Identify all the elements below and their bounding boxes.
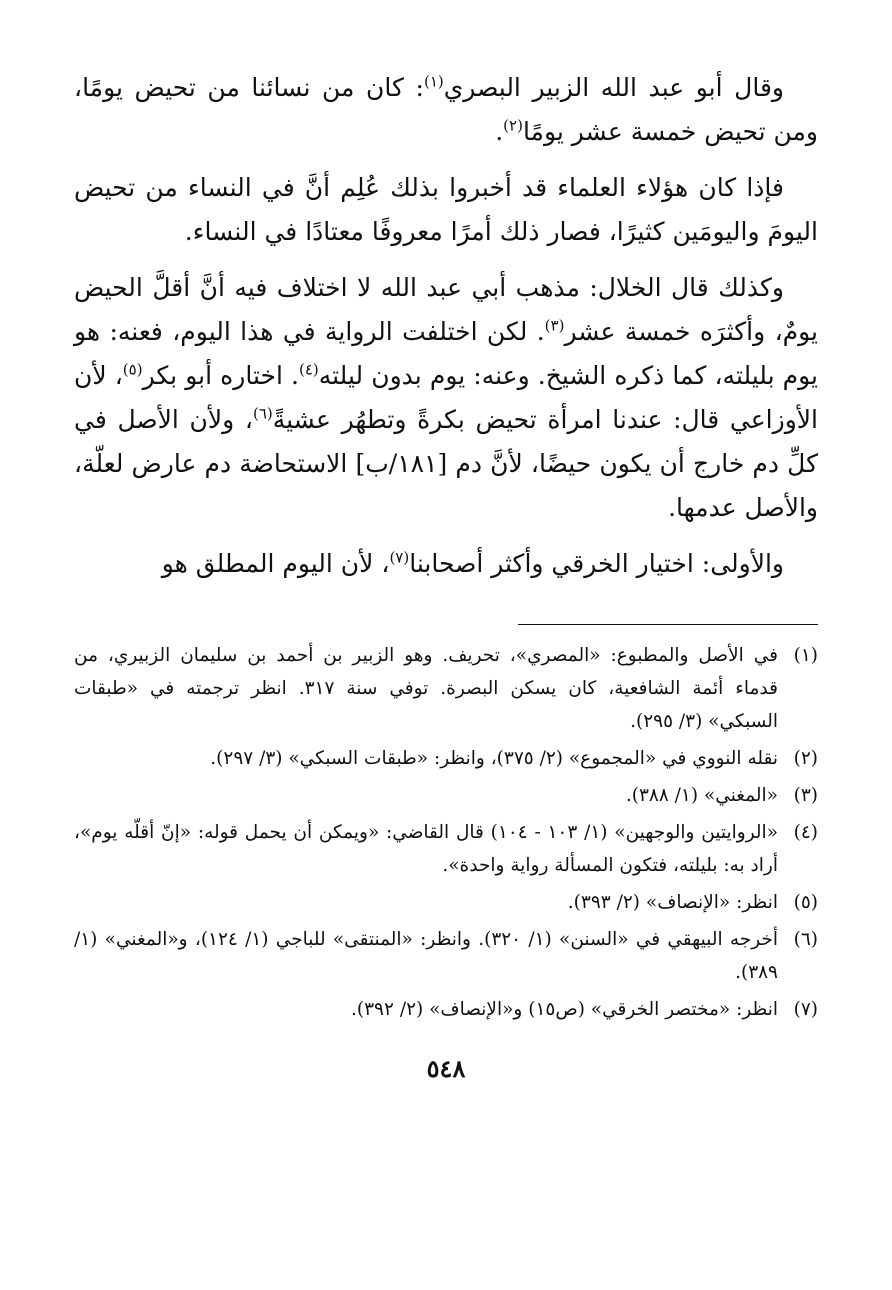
page-number: ٥٤٨ [426,1054,466,1083]
book-page [74,66,818,1083]
main-text [74,66,818,586]
footnote-number: (٦) [793,929,818,950]
footnote-text: انظر: «الإنصاف» (٢/ ٣٩٣). [567,892,778,913]
text-run: ، لأن اليوم المطلق هو [161,549,390,578]
footnote [74,639,818,738]
footnote-text: في الأصل والمطبوع: «المصري»، تحريف. وهو الزبير بن أحمد بن سليمان الزبيري، من قدماء أئمة الشافعية، كان يسكن البصرة. توفي سنة ٣١٧. انظر ترجمته في «طبقات السبكي» (٣/ ٢٩٥). [74,645,778,732]
footnote-text: «المغني» (١/ ٣٨٨). [625,785,778,806]
footnote-marker: (١) [423,72,444,91]
footnote-number: (٣) [793,785,818,806]
footnote-text: نقله النووي في «المجموع» (٢/ ٣٧٥)، وانظر: «طبقات السبكي» (٣/ ٢٩٧). [210,748,778,769]
text-run: ، لأن الأوزاعي قال: عندنا امرأة تحيض بكرةً وتطهُر عشيةً [74,361,818,434]
footnote-text: «الروايتين والوجهين» (١/ ١٠٣ - ١٠٤) قال القاضي: «ويمكن أن يحمل قوله: «إنّ أقلّه يوم»، أراد به: بليلته، فتكون المسألة رواية واحدة». [74,822,779,876]
footnotes [74,639,818,1026]
text-run: . اختاره أبو بكر [142,361,299,390]
text-run: وقال أبو عبد الله الزبير البصري [443,73,784,102]
footnote-number: (٤) [793,822,818,843]
footnote [74,779,818,812]
text-run: : كان من نسائنا من تحيض يومًا، ومن تحيض خمسة عشر يومًا [74,73,818,146]
footnote-separator [518,624,818,625]
footnote-marker: (٤) [298,360,319,379]
footnote [74,993,818,1026]
paragraph [74,542,818,586]
text-run: . لكن اختلفت الرواية في هذا اليوم، فعنه: هو يوم بليلته، كما ذكره الشيخ. وعنه: يوم بدون ليلته [74,317,818,390]
footnote-text: أخرجه البيهقي في «السنن» (١/ ٣٢٠). وانظر: «المنتقى» للباجي (١/ ١٢٤)، و«المغني» (١/ ٣٨٩). [74,929,778,983]
footnote [74,923,818,989]
text-run: فإذا كان هؤلاء العلماء قد أخبروا بذلك عُلِم أنَّ في النساء من تحيض اليومَ واليومَين كثيرًا، فصار ذلك أمرًا معروفًا معتادًا في النساء. [74,173,818,246]
footnote-number: (١) [793,645,818,666]
text-run: ، ولأن الأصل في كلِّ دم خارج أن يكون حيضًا، لأنَّ دم [١٨١/ب] الاستحاضة دم عارض لعلّة، والأصل عدمها. [74,405,818,522]
paragraph [74,166,818,254]
footnote-marker: (٧) [389,548,410,567]
paragraph [74,66,818,154]
footnote-marker: (٣) [544,316,565,335]
footnote-marker: (٢) [503,116,523,135]
text-run: وكذلك قال الخلال: مذهب أبي عبد الله لا اختلاف فيه أنَّ أقلَّ الحيض يومٌ، وأكثرَه خمسة عشر [74,273,818,346]
footnote [74,886,818,919]
footnote-marker: (٥) [122,360,143,379]
footnote-number: (٧) [793,999,818,1020]
footnote-text: انظر: «مختصر الخرقي» (ص١٥) و«الإنصاف» (٢/ ٣٩٢). [351,999,778,1020]
text-run: . [495,117,504,146]
paragraph [74,266,818,530]
footnote-marker: (٦) [252,404,273,423]
footnote [74,816,818,882]
footnote-number: (٥) [793,892,818,913]
footnote-number: (٢) [793,748,818,769]
footnote [74,742,818,775]
text-run: والأولى: اختيار الخرقي وأكثر أصحابنا [409,549,784,578]
